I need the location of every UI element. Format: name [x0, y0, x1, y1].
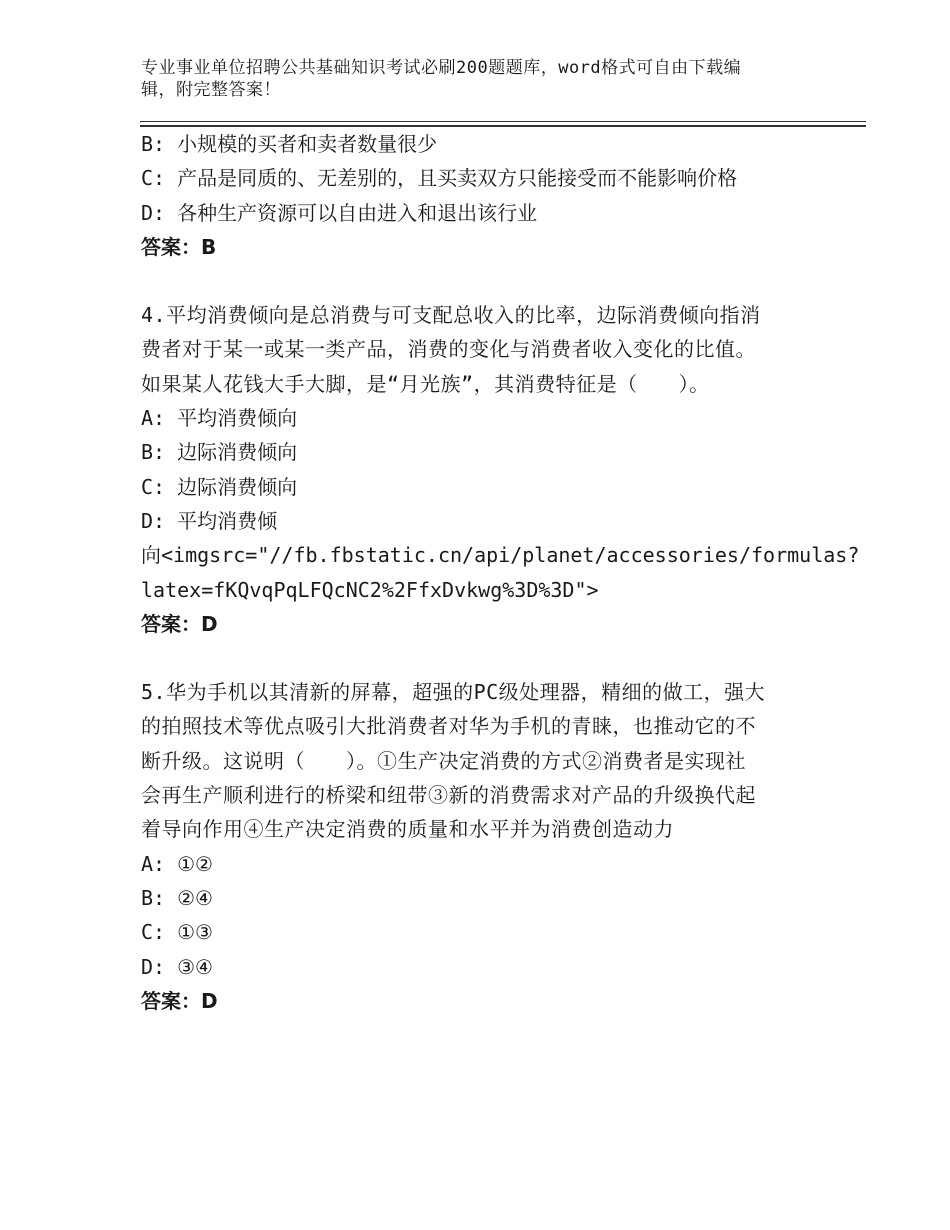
q5-stem-line-1: 5.华为手机以其清新的屏幕，超强的PC级处理器，精细的做工，强大: [141, 680, 766, 705]
q5-answer: 答案：D: [141, 988, 218, 1013]
q4-option-b: B: 边际消费倾向: [141, 440, 298, 465]
q4-stem-line-3: 如果某人花钱大手大脚，是“月光族”，其消费特征是（ ）。: [141, 371, 710, 396]
q4-option-c: C: 边际消费倾向: [141, 474, 298, 499]
q5-stem-line-5: 着导向作用④生产决定消费的质量和水平并为消费创造动力: [141, 817, 674, 842]
question-4: [141, 298, 860, 641]
q5-option-c: C: ①③: [141, 920, 213, 945]
question-content: [141, 127, 860, 1018]
q5-option-a: A: ①②: [141, 851, 213, 876]
q4-answer: 答案：D: [141, 611, 218, 636]
q5-option-b: B: ②④: [141, 885, 213, 910]
q5-stem-line-3: 断升级。这说明（ ）。①生产决定消费的方式②消费者是实现社: [141, 748, 746, 773]
header-line-2: 辑，附完整答案！: [141, 80, 281, 100]
q3-answer: 答案：B: [141, 234, 217, 259]
spacer: [141, 641, 801, 675]
q5-stem-line-2: 的拍照技术等优点吸引大批消费者对华为手机的青睐，也推动它的不: [141, 714, 756, 739]
q4-option-d: D: 平均消费倾: [141, 508, 278, 533]
q5-stem-line-4: 会再生产顺利进行的桥梁和纽带③新的消费需求对产品的升级换代起: [141, 783, 756, 808]
q4-stem-line-1: 4.平均消费倾向是总消费与可支配总收入的比率，边际消费倾向指消: [141, 303, 761, 328]
q3-option-b: B: 小规模的买者和卖者数量很少: [141, 132, 438, 156]
spacer: [141, 264, 801, 298]
q4-option-a: A: 平均消费倾向: [141, 406, 298, 431]
q4-stem-line-2: 费者对于某一或某一类产品，消费的变化与消费者收入变化的比值。: [141, 337, 756, 362]
q3-option-d: D: 各种生产资源可以自由进入和退出该行业: [141, 200, 538, 225]
question-3-tail: [141, 127, 801, 264]
page-header: [141, 57, 821, 101]
q5-option-d: D: ③④: [141, 954, 213, 979]
q3-option-c: C: 产品是同质的、无差别的，且买卖双方只能接受而不能影响价格: [141, 166, 738, 191]
q4-option-d-continued-2: latex=fKQvqPqLFQcNC2%2FfxDvkwg%3D%3D">: [141, 577, 599, 602]
header-rule-thin: [140, 121, 866, 122]
header-line-1: 专业事业单位招聘公共基础知识考试必刷200题题库，word格式可自由下载编: [141, 58, 742, 78]
q4-option-d-continued-1: 向<imgsrc="//fb.fbstatic.cn/api/planet/accessories/formulas?: [141, 543, 860, 568]
question-5: [141, 675, 801, 1018]
